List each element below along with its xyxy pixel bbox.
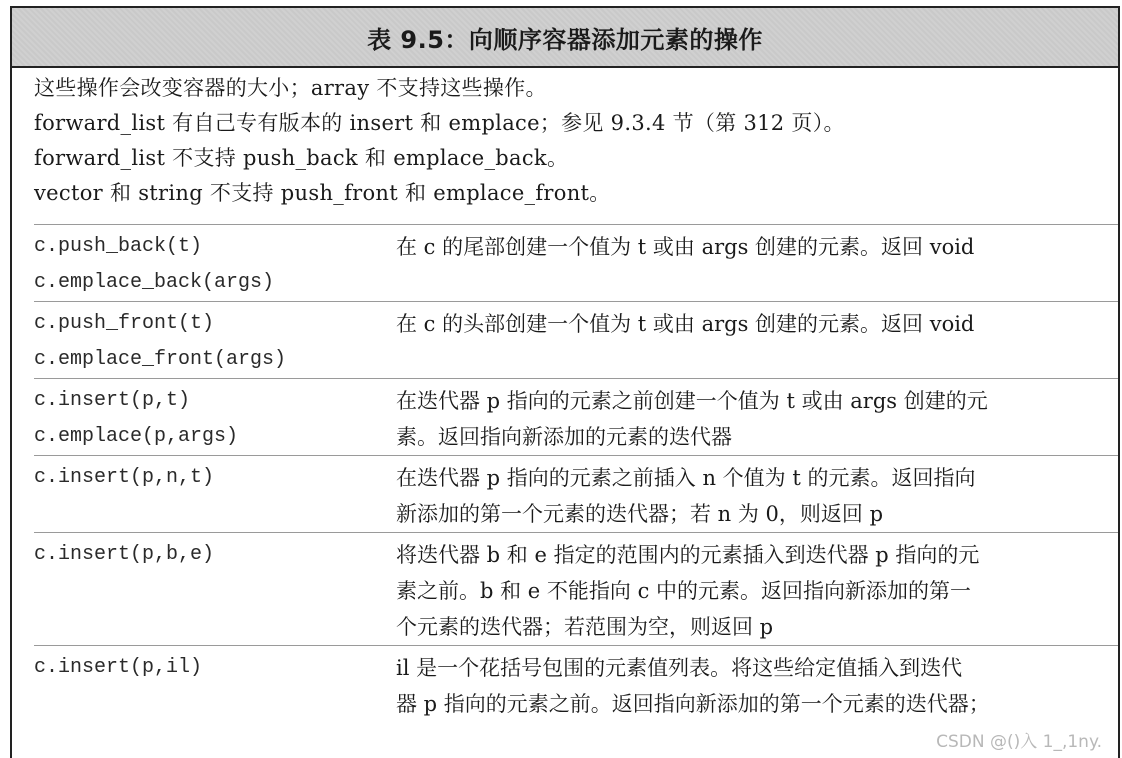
operation-signature xyxy=(34,229,396,301)
note-line: forward_list 不支持 push_back 和 emplace_back。 xyxy=(34,146,569,170)
signature-line: c.push_front(t) xyxy=(34,312,215,335)
operation-signature xyxy=(34,650,396,722)
operation-description xyxy=(396,650,1118,722)
description-line: 新添加的第一个元素的迭代器；若 n 为 0，则返回 p xyxy=(396,502,884,526)
description-line: 器 p 指向的元素之前。返回指向新添加的第一个元素的迭代器； xyxy=(396,692,990,716)
signature-line: c.insert(p,b,e) xyxy=(34,543,215,566)
description-line: 在迭代器 p 指向的元素之前创建一个值为 t 或由 args 创建的元 xyxy=(396,389,988,413)
operation-signature xyxy=(34,306,396,378)
description-line: 个元素的迭代器；若范围为空，则返回 p xyxy=(396,615,774,639)
table-page xyxy=(10,6,1120,758)
operation-description xyxy=(396,460,1118,532)
table-title: 表 9.5：向顺序容器添加元素的操作 xyxy=(12,8,1118,68)
table-row xyxy=(34,301,1118,378)
operation-description xyxy=(396,229,1118,301)
description-line: il 是一个花括号包围的元素值列表。将这些给定值插入到迭代 xyxy=(396,656,963,680)
operation-description xyxy=(396,383,1118,455)
signature-line: c.emplace_back(args) xyxy=(34,271,275,294)
table-row xyxy=(34,532,1118,645)
note-line: vector 和 string 不支持 push_front 和 emplace_front。 xyxy=(34,181,611,205)
description-line: 素之前。b 和 e 不能指向 c 中的元素。返回指向新添加的第一 xyxy=(396,579,972,603)
table-row xyxy=(34,455,1118,532)
signature-line: c.push_back(t) xyxy=(34,235,203,258)
signature-line: c.emplace(p,args) xyxy=(34,425,239,448)
operation-description xyxy=(396,306,1118,378)
signature-line: c.insert(p,t) xyxy=(34,389,191,412)
operation-description xyxy=(396,537,1118,645)
operation-signature xyxy=(34,537,396,645)
signature-line: c.insert(p,il) xyxy=(34,656,203,679)
signature-line: c.emplace_front(args) xyxy=(34,348,287,371)
operation-signature xyxy=(34,383,396,455)
notes-section xyxy=(12,68,1118,211)
description-line: 在迭代器 p 指向的元素之前插入 n 个值为 t 的元素。返回指向 xyxy=(396,466,976,490)
note-line: 这些操作会改变容器的大小；array 不支持这些操作。 xyxy=(34,76,547,100)
description-line: 在 c 的尾部创建一个值为 t 或由 args 创建的元素。返回 void xyxy=(396,235,975,259)
table-row xyxy=(34,645,1118,722)
table-row xyxy=(34,224,1118,301)
description-line: 素。返回指向新添加的元素的迭代器 xyxy=(396,425,732,449)
note-line: forward_list 有自己专有版本的 insert 和 emplace；参见 9.3.4 节（第 312 页）。 xyxy=(34,111,845,135)
operations-table xyxy=(34,224,1118,722)
operation-signature xyxy=(34,460,396,532)
signature-line: c.insert(p,n,t) xyxy=(34,466,215,489)
watermark: CSDN @()入 1_,1ny. xyxy=(934,727,1104,752)
description-line: 在 c 的头部创建一个值为 t 或由 args 创建的元素。返回 void xyxy=(396,312,975,336)
table-row xyxy=(34,378,1118,455)
description-line: 将迭代器 b 和 e 指定的范围内的元素插入到迭代器 p 指向的元 xyxy=(396,543,980,567)
